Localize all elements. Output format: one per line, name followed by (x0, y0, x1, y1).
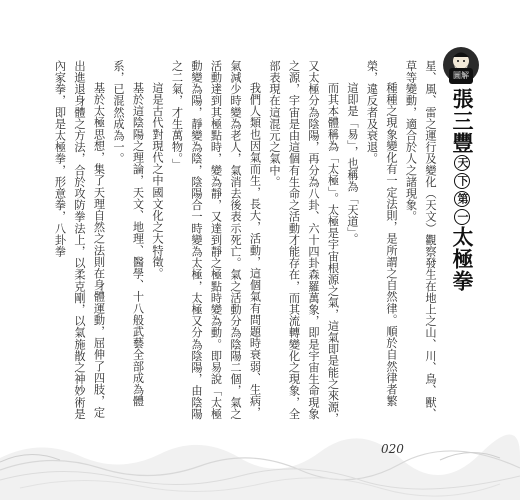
title-circle-char: 天 (456, 157, 469, 169)
paragraph: 這即是「易」，也稱為「天道」。 (346, 82, 359, 246)
illustrated-seal: 圖解 (449, 68, 473, 84)
title-name: 張三豐 (450, 88, 475, 154)
paragraph: 我們人類也因氣而生，長大，活動，這個氣有問題時衰弱、生病，氣減少時變為老人，氣消去後表示死亡。氣之活動分為陰陽二個，氣之活動達到其極點時，變為靜，又達到靜之極點時變為動。即易說「太極動變為陽，靜變為陰，陰陽合一時變為太極，太極又分為陰陽，由陰陽之二氣，才生萬物。」 (170, 60, 262, 420)
paragraph: 而其本體稱為「太極」。太極是宇宙根源之氣，這氣即是能之來源，又太極分為陰陽，再分為八卦、六十四卦森羅萬象，即是宇宙生命現象之源，宇宙是由這個有生命之活動才能存在，而其流轉變化之現象，全部表現在這混元之氣中。 (268, 60, 340, 425)
title-circle-char: 第 (456, 193, 469, 205)
paragraph: 星、風、雷之運行及變化（天文）觀察發生在地上之山、川、鳥、獸、草等變動，適合於人之諸現象。 (404, 60, 437, 420)
wave-ornament (0, 418, 520, 500)
body-text (53, 60, 440, 428)
book-title (448, 88, 476, 292)
paragraph: 這是古代對現代之中國文化之大特徵。 (151, 82, 164, 280)
page-number: 020 (381, 442, 404, 456)
title-style: 太極拳 (450, 226, 475, 292)
paragraph: 基於太極思想，集了天理自然之法則在身體運動，屈伸了四肢，定出進退身體之方法，合於攻防拳法上，以柔克剛，以氣施散之神妙術是內家拳，即是太極拳，形意拳，八卦拳 (53, 60, 106, 420)
paragraph: 基於這陰陽之理論，天文、地理、醫學、十八般武藝全部成為體系，已混然成為一。 (112, 60, 145, 408)
paragraph: 種種之現象變化有一定法則，是所謂之自然律。順於自然律者繁榮，違反者及衰退。 (365, 60, 398, 408)
title-circle-char: 下 (456, 175, 469, 187)
title-circle-char: 一 (456, 211, 469, 223)
